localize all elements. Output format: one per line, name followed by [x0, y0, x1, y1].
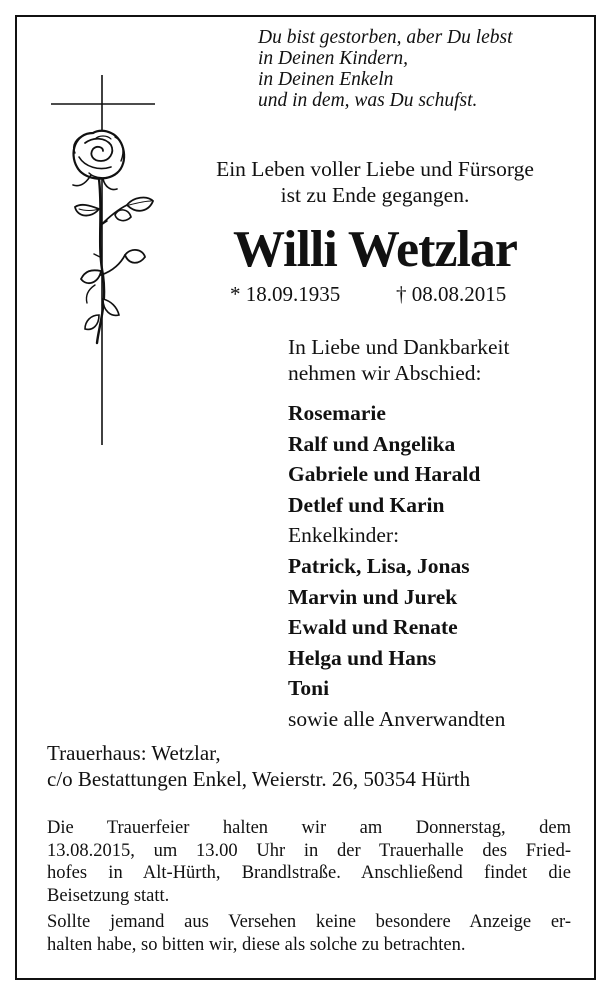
funeral-service-text	[47, 817, 571, 907]
mourning-house-line: Trauerhaus: Wetzlar,	[47, 741, 221, 765]
family-member: Ralf und Angelika	[288, 431, 456, 456]
family-member: Rosemarie	[288, 401, 386, 425]
notice-text	[47, 911, 571, 956]
family-member: Detlef und Karin	[288, 492, 445, 517]
notice-line: Sollte jemand aus Versehen keine besondere Anzeige er-	[47, 912, 571, 932]
farewell-text	[288, 334, 510, 386]
cross-and-rose-illustration	[45, 75, 165, 450]
mourning-house	[47, 740, 470, 792]
service-line: 13.08.2015, um 13.00 Uhr in der Trauerhalle des Fried-	[47, 840, 571, 861]
relatives-line: sowie alle Anverwandten	[288, 706, 506, 731]
service-line: Die Trauerfeier halten wir am Donnerstag, dem	[47, 818, 571, 838]
family-member: Gabriele und Harald	[288, 462, 481, 487]
family-member: Marvin und Jurek	[288, 584, 458, 609]
quote-line: und in dem, was Du schufst.	[258, 90, 478, 111]
quote-line: in Deinen Enkeln	[258, 69, 394, 90]
mourning-house-address: c/o Bestattungen Enkel, Weierstr. 26, 50354 Hürth	[47, 767, 471, 791]
quote-line: in Deinen Kindern,	[258, 48, 409, 69]
memorial-quote	[258, 27, 513, 111]
family-list	[288, 398, 505, 735]
deceased-name: Willi Wetzlar	[232, 221, 518, 278]
family-member: Patrick, Lisa, Jonas	[288, 553, 470, 578]
farewell-line: nehmen wir Abschied:	[288, 361, 482, 385]
rose-icon	[73, 131, 153, 343]
family-member: Ewald und Renate	[288, 615, 458, 640]
notice-line: halten habe, so bitten wir, diese als solche zu betrachten.	[47, 934, 466, 955]
service-line: hofes in Alt-Hürth, Brandlstraße. Anschließend findet die	[47, 863, 571, 883]
intro-line: ist zu Ende gegangen.	[280, 183, 470, 207]
intro-line: Ein Leben voller Liebe und Fürsorge	[216, 157, 534, 181]
death-date: † 08.08.2015	[396, 282, 507, 306]
intro-text	[160, 156, 590, 208]
family-member: Helga und Hans	[288, 645, 437, 670]
quote-line: Du bist gestorben, aber Du lebst	[258, 27, 513, 48]
service-line: Beisetzung statt.	[47, 885, 170, 906]
birth-date: * 18.09.1935	[230, 282, 341, 306]
farewell-line: In Liebe und Dankbarkeit	[288, 335, 510, 359]
family-member: Toni	[288, 676, 330, 701]
grandchildren-heading: Enkelkinder:	[288, 523, 400, 548]
